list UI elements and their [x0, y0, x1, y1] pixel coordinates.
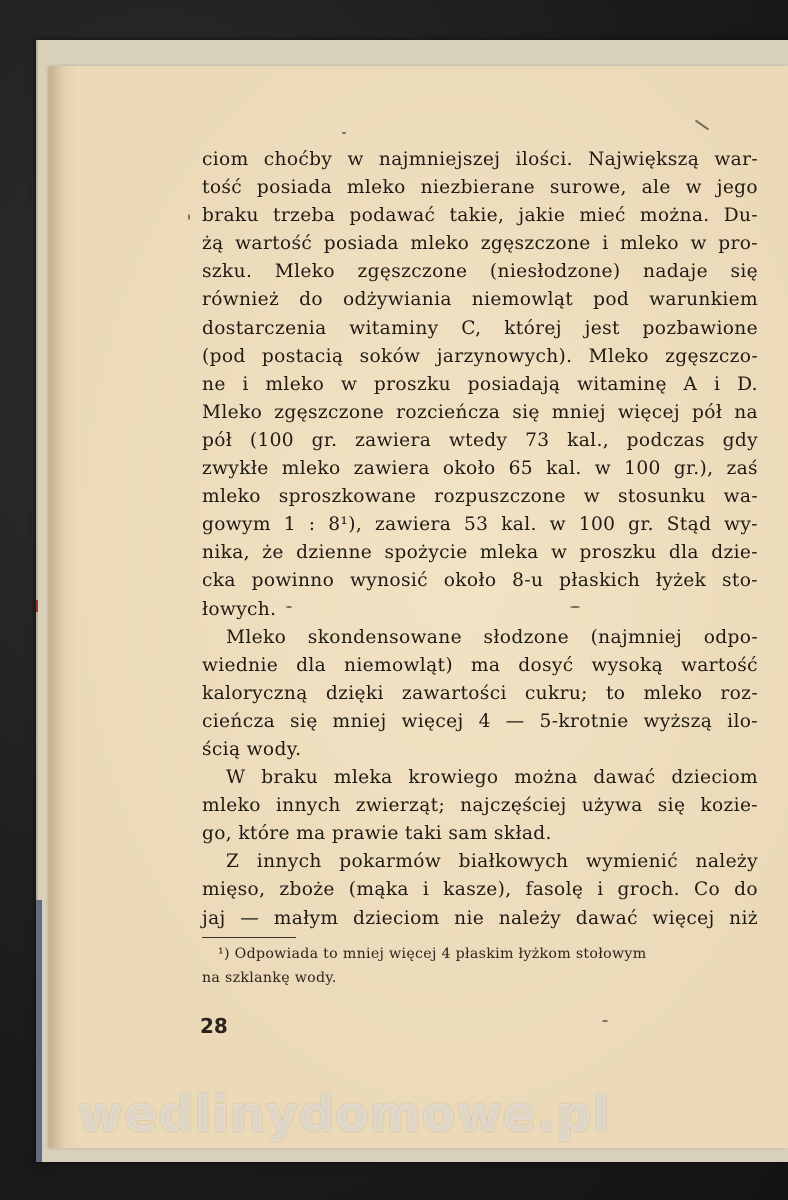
word: mleko: [643, 682, 703, 704]
text-line: [202, 371, 758, 399]
speck: [342, 132, 346, 134]
text-line-content: [202, 792, 758, 820]
word: C,: [461, 317, 482, 339]
word: więcej: [652, 907, 715, 929]
word: około: [443, 570, 497, 592]
word: ale: [641, 177, 671, 199]
word: wa-: [723, 486, 758, 508]
word: rozpuszczone: [434, 486, 566, 508]
word: można.: [639, 205, 710, 227]
word: podawać: [349, 205, 436, 227]
word: kal.,: [567, 429, 609, 451]
word: gr.: [628, 514, 654, 536]
text-line: [202, 286, 758, 314]
word: której: [504, 317, 562, 339]
paragraph-first-line: [202, 848, 758, 876]
text-line-content: [226, 624, 758, 652]
word: cukru;: [524, 682, 588, 704]
word: fasolę: [525, 879, 584, 901]
word: sto-: [722, 570, 758, 592]
text-line: [202, 905, 758, 933]
footnote-rule: [202, 937, 296, 938]
word: zwykłe: [202, 458, 269, 480]
word: zawiera: [353, 458, 430, 480]
footnote: [202, 942, 758, 990]
text-line: [202, 455, 758, 483]
word: wynosić: [349, 570, 428, 592]
text-line-content: [202, 427, 758, 455]
word: w: [549, 514, 566, 536]
text-line-content: [202, 371, 758, 399]
word: 8¹),: [328, 514, 363, 536]
word: :: [308, 514, 316, 536]
word: mleko: [202, 486, 261, 508]
word: mleka: [479, 542, 539, 564]
word: można: [514, 767, 578, 789]
text-line-content: [202, 315, 758, 343]
text-line-content: [202, 399, 758, 427]
word: nie: [454, 907, 485, 929]
word: niemowląt: [471, 289, 574, 311]
text-line-content: [202, 174, 758, 202]
footnote-marker: ¹): [218, 946, 230, 962]
word: nika,: [202, 542, 250, 564]
word: zgęszczo-: [665, 345, 758, 367]
word: szku.: [202, 261, 253, 283]
word: kal.: [501, 514, 537, 536]
gutter-shadow: [50, 66, 64, 1148]
word: pół: [692, 401, 723, 423]
word: Mleko: [588, 345, 649, 367]
word: mięso,: [202, 879, 266, 901]
word: (100: [249, 429, 294, 451]
word: pod: [593, 289, 630, 311]
word: zawiera: [374, 514, 452, 536]
word: jaj: [202, 907, 226, 929]
text-line: [202, 736, 758, 764]
word: 8-u: [512, 570, 544, 592]
paragraph-first-line: [202, 624, 758, 652]
word: gdy: [722, 429, 758, 451]
text-line-content: [226, 764, 758, 792]
word: dawać: [575, 907, 638, 929]
word: nadaje: [643, 261, 708, 283]
word: i: [602, 233, 609, 255]
word: braku: [202, 205, 259, 227]
footnote-line-1: Odpowiada to mniej więcej 4 płaskim łyżkom stołowym: [234, 946, 647, 962]
word: najczęściej: [460, 795, 567, 817]
word: posiada: [323, 233, 399, 255]
word: płaskich: [559, 570, 641, 592]
word: cieńcza: [202, 710, 276, 732]
word: dawać: [593, 767, 656, 789]
word: 1: [283, 514, 296, 536]
word: Co: [693, 879, 721, 901]
word: do: [299, 289, 323, 311]
text-line: [202, 596, 758, 624]
word: Mleko: [202, 401, 263, 423]
text-line-content: [202, 652, 758, 680]
word: proszku: [579, 542, 657, 564]
word: Największą: [588, 149, 700, 170]
text-line-content: [202, 258, 758, 286]
text-line-content: go, które ma prawie taki sam skład.: [202, 823, 552, 845]
speck: [188, 214, 190, 220]
speck: [602, 1020, 608, 1022]
page-number: 28: [200, 1014, 228, 1038]
word: mniej: [551, 401, 606, 423]
word: się: [730, 261, 758, 283]
word: dzięki: [325, 682, 384, 704]
word: się: [290, 710, 318, 732]
word: dosyć: [518, 654, 574, 676]
word: tość: [202, 177, 243, 199]
word: mleko: [346, 177, 406, 199]
word: dla: [296, 654, 327, 676]
word: dla: [668, 542, 699, 564]
word: A: [683, 373, 698, 395]
word: mleko: [202, 795, 261, 817]
word: dostarczenia: [202, 317, 327, 339]
text-line: [202, 567, 758, 595]
word: posiada: [256, 177, 333, 199]
word: się: [512, 401, 540, 423]
word: niezbierane: [420, 177, 535, 199]
word: pokarmów: [339, 851, 442, 873]
word: (mąka: [348, 879, 409, 901]
word: również: [202, 289, 280, 311]
word: mleko: [265, 373, 325, 395]
text-line-content: [202, 905, 758, 933]
text-line: [202, 174, 758, 202]
word: 4: [478, 710, 491, 732]
word: podczas: [626, 429, 705, 451]
word: wiednie: [202, 654, 279, 676]
text-line: [202, 258, 758, 286]
word: wartość: [235, 233, 313, 255]
word: jego: [716, 177, 758, 199]
word: 100: [624, 458, 661, 480]
word: zgęszczone: [480, 233, 591, 255]
word: w: [685, 177, 702, 199]
word: posiadają: [467, 373, 561, 395]
word: żą: [202, 233, 224, 255]
word: cka: [202, 570, 236, 592]
word: wtedy: [448, 429, 508, 451]
text-line: [202, 680, 758, 708]
word: pro-: [718, 233, 758, 255]
word: warunkiem: [649, 289, 758, 311]
text-line: [202, 315, 758, 343]
word: najmniejszej: [378, 149, 501, 170]
word: dzieciom: [671, 767, 758, 789]
word: W: [226, 767, 246, 789]
word: należy: [498, 907, 562, 929]
text-line-content: [226, 848, 758, 876]
word: odpo-: [703, 626, 758, 648]
text-line: [202, 876, 758, 904]
word: zgęszczone: [274, 401, 385, 423]
word: choćby: [263, 149, 333, 170]
text-line: [202, 483, 758, 511]
text-line-content: [202, 483, 758, 511]
word: w: [550, 542, 568, 564]
word: zaś: [726, 458, 758, 480]
watermark: wedlinydomowe.pl: [78, 1086, 611, 1143]
word: dzienne: [296, 542, 373, 564]
word: w: [347, 149, 364, 170]
word: Z: [226, 851, 240, 873]
red-mark: [36, 600, 38, 612]
word: ne: [202, 373, 226, 395]
word: i: [242, 373, 249, 395]
word: gowym: [202, 514, 271, 536]
word: dzie-: [711, 542, 758, 564]
word: łyżek: [655, 570, 707, 592]
word: D.: [737, 373, 758, 395]
footnote-line: [202, 942, 758, 966]
word: więcej: [401, 710, 464, 732]
word: kaloryczną: [202, 682, 308, 704]
text-line-content: [202, 511, 758, 539]
text-line: [202, 511, 758, 539]
word: 5-krotnie: [539, 710, 629, 732]
word: wartość: [680, 654, 758, 676]
word: jest: [584, 317, 620, 339]
text-line-content: [202, 876, 758, 904]
word: war-: [714, 149, 758, 170]
text-line-content: [202, 286, 758, 314]
word: soków: [359, 345, 421, 367]
word: witaminy: [349, 317, 439, 339]
word: 53: [463, 514, 489, 536]
word: skondensowane: [307, 626, 462, 648]
word: groch.: [617, 879, 680, 901]
word: (pod: [202, 345, 246, 367]
footnote-text: [218, 942, 647, 966]
text-line-content: [202, 539, 758, 567]
word: roz-: [720, 682, 758, 704]
word: wy-: [724, 514, 758, 536]
word: mleko: [620, 233, 679, 255]
word: (najmniej: [590, 626, 683, 648]
word: Mleko: [226, 626, 287, 648]
text-line-content: [202, 708, 758, 736]
cover-edge: [36, 900, 42, 1162]
word: używa: [581, 795, 643, 817]
text-line: [202, 427, 758, 455]
word: 65: [508, 458, 533, 480]
word: kozie-: [700, 795, 758, 817]
text-line: [202, 652, 758, 680]
word: należy: [695, 851, 758, 873]
word: gr.: [311, 429, 338, 451]
word: —: [240, 907, 260, 929]
word: gr.),: [673, 458, 714, 480]
word: w: [690, 233, 707, 255]
word: zawartości: [401, 682, 507, 704]
word: witaminę: [577, 373, 667, 395]
word: wysoką: [591, 654, 664, 676]
text-line: [202, 399, 758, 427]
word: 100: [578, 514, 616, 536]
word: innych: [256, 851, 322, 873]
word: stosunku: [617, 486, 706, 508]
word: na: [734, 401, 758, 423]
paragraph-first-line: [202, 764, 758, 792]
word: w: [594, 458, 612, 480]
word: —: [505, 710, 525, 732]
text-line: [202, 539, 758, 567]
word: niemowląt): [344, 654, 453, 676]
word: w: [583, 486, 601, 508]
text-line-content: [202, 146, 758, 174]
word: Mleko: [274, 261, 335, 283]
word: niż: [729, 907, 758, 929]
text-line-content: łowych.: [202, 598, 277, 620]
body-text: [202, 146, 758, 933]
word: takie,: [449, 205, 505, 227]
word: ilości.: [515, 149, 573, 170]
text-line-content: [202, 567, 758, 595]
word: sproszkowane: [278, 486, 417, 508]
word: i: [714, 373, 721, 395]
text-line-content: [202, 230, 758, 258]
word: braku: [261, 767, 319, 789]
word: mieć: [579, 205, 626, 227]
word: mleko: [281, 458, 341, 480]
text-line: [202, 343, 758, 371]
word: małym: [273, 907, 339, 929]
word: około: [442, 458, 496, 480]
word: że: [262, 542, 284, 564]
word: odżywiania: [342, 289, 452, 311]
text-line-content: [202, 343, 758, 371]
text-line-content: [202, 680, 758, 708]
footnote-line: [202, 966, 758, 990]
word: innych: [275, 795, 341, 817]
word: mleka: [333, 767, 393, 789]
word: do: [734, 879, 758, 901]
word: mniej: [332, 710, 387, 732]
word: powinno: [251, 570, 335, 592]
word: jarzynowych).: [436, 345, 573, 367]
word: ma: [470, 654, 501, 676]
word: zboże: [279, 879, 335, 901]
word: się: [657, 795, 686, 817]
word: wyższą: [643, 710, 713, 732]
word: krowiego: [408, 767, 499, 789]
word: mleko: [410, 233, 470, 255]
word: kasze),: [443, 879, 512, 901]
word: ilo-: [727, 710, 758, 732]
word: ciom: [202, 149, 249, 170]
word: dzieciom: [352, 907, 440, 929]
word: i: [422, 879, 430, 901]
word: w: [340, 373, 358, 395]
text-line: [202, 230, 758, 258]
word: zwierząt;: [355, 795, 446, 817]
word: proszku: [373, 373, 451, 395]
word: (niesłodzone): [489, 261, 621, 283]
word: i: [597, 879, 604, 901]
text-line: [202, 146, 758, 174]
word: trzeba: [273, 205, 336, 227]
word: białkowych: [458, 851, 569, 873]
word: to: [605, 682, 626, 704]
word: słodzone: [483, 626, 569, 648]
text-line: [202, 202, 758, 230]
text-line-content: [202, 202, 758, 230]
word: Du-: [723, 205, 758, 227]
footnote-line-2: na szklankę wody.: [202, 970, 337, 986]
text-line-content: ścią wody.: [202, 738, 302, 760]
word: surowe,: [549, 177, 627, 199]
word: więcej: [617, 401, 681, 423]
word: postacią: [261, 345, 344, 367]
word: pół: [202, 429, 233, 451]
text-line: [202, 792, 758, 820]
word: spożycie: [384, 542, 468, 564]
word: zawiera: [355, 429, 432, 451]
word: jakie: [518, 205, 566, 227]
word: Stąd: [666, 514, 712, 536]
word: zgęszczone: [357, 261, 468, 283]
word: rozcieńcza: [396, 401, 501, 423]
text-line: [202, 708, 758, 736]
word: pozbawione: [642, 317, 758, 339]
text-line-content: [202, 455, 758, 483]
word: kal.: [546, 458, 582, 480]
word: wymienić: [585, 851, 678, 873]
word: 73: [525, 429, 550, 451]
text-line: [202, 820, 758, 848]
